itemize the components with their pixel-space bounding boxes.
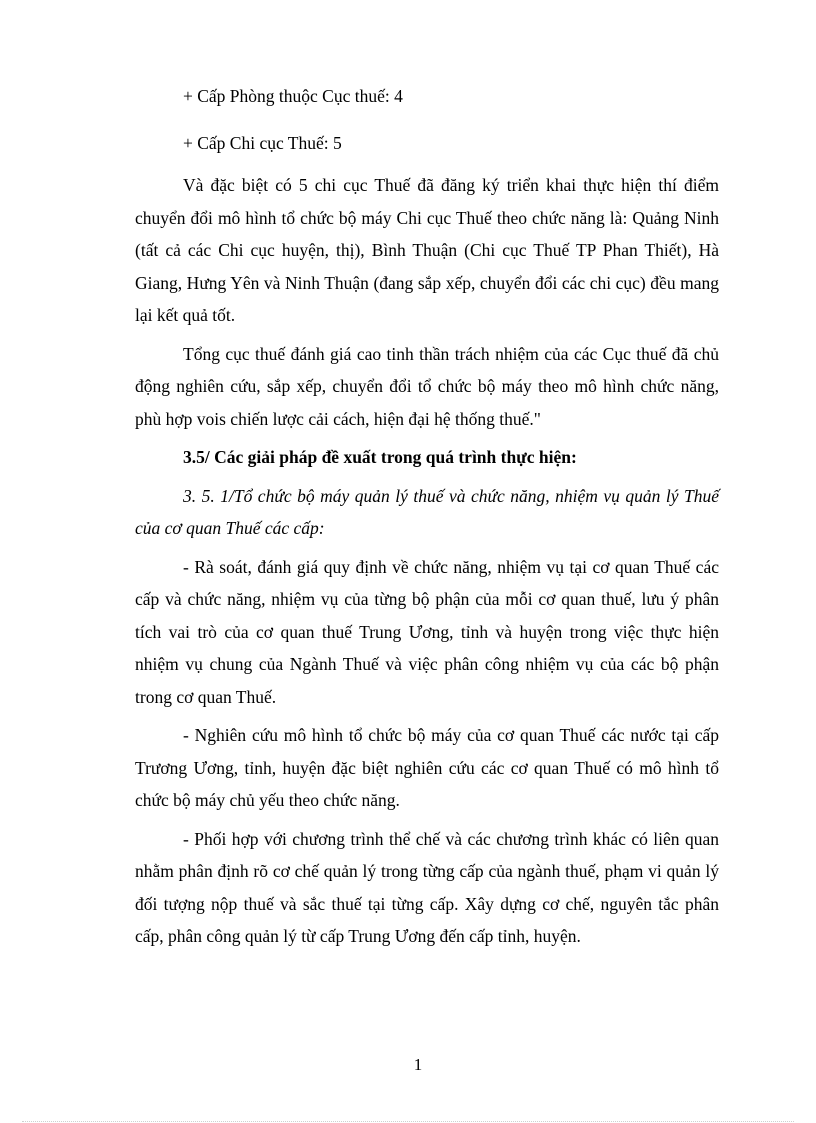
- bullet-review: - Rà soát, đánh giá quy định về chức năng, nhiệm vụ tại cơ quan Thuế các cấp và chức năng, nhiệm vụ của từng bộ phận của mỗi cơ quan thuế, lưu ý phân tích vai trò của cơ quan thuế Trung Ương, tỉnh và huyện trong việc thực hiện nhiệm vụ chung của Ngành Thuế và việc phân công nhiệm vụ của các bộ phận trong cơ quan Thuế.: [135, 556, 719, 707]
- section-heading: 3.5/ Các giải pháp đề xuất trong quá trình thực hiện:: [183, 447, 577, 467]
- subsection-heading: 3. 5. 1/Tổ chức bộ máy quản lý thuế và chức năng, nhiệm vụ quản lý Thuế của cơ quan Thuế các cấp:: [135, 485, 719, 538]
- page-bottom-divider: [22, 1121, 794, 1122]
- list-line-chi-cuc: + Cấp Chi cục Thuế: 5: [183, 132, 342, 153]
- list-line-phong: + Cấp Phòng thuộc Cục thuế: 4: [183, 86, 403, 106]
- paragraph-pilot-units: Và đặc biệt có 5 chi cục Thuế đã đăng ký triển khai thực hiện thí điểm chuyển đổi mô hình tổ chức bộ máy Chi cục Thuế theo chức năng là: Quảng Ninh (tất cả các Chi cục huyện, thị), Bình Thuận (Chi cục Thuế TP Phan Thiết), Hà Giang, Hưng Yên và Ninh Thuận (đang sắp xếp, chuyển đổi các chi cục) đều mang lại kết quả tốt.: [135, 175, 719, 325]
- page-number: 1: [413, 1055, 423, 1074]
- paragraph-assessment: Tổng cục thuế đánh giá cao tinh thần trách nhiệm của các Cục thuế đã chủ động nghiên cứu, sắp xếp, chuyển đổi tổ chức bộ máy theo mô hình chức năng, phù hợp vois chiến lược cải cách, hiện đại hệ thống thuế.": [135, 343, 719, 429]
- bullet-coordinate: - Phối hợp với chương trình thể chế và các chương trình khác có liên quan nhằm phân định rõ cơ chế quản lý trong từng cấp của ngành thuế, phạm vi quản lý đối tượng nộp thuế và sắc thuế tại từng cấp. Xây dựng cơ chế, nguyên tắc phân cấp, phân công quản lý từ cấp Trung Ương đến cấp tỉnh, huyện.: [135, 828, 719, 946]
- bullet-research: - Nghiên cứu mô hình tổ chức bộ máy của cơ quan Thuế các nước tại cấp Trương Ương, tỉnh, huyện đặc biệt nghiên cứu các cơ quan Thuế có mô hình tổ chức bộ máy chủ yếu theo chức năng.: [135, 725, 719, 810]
- document-body: [135, 80, 719, 953]
